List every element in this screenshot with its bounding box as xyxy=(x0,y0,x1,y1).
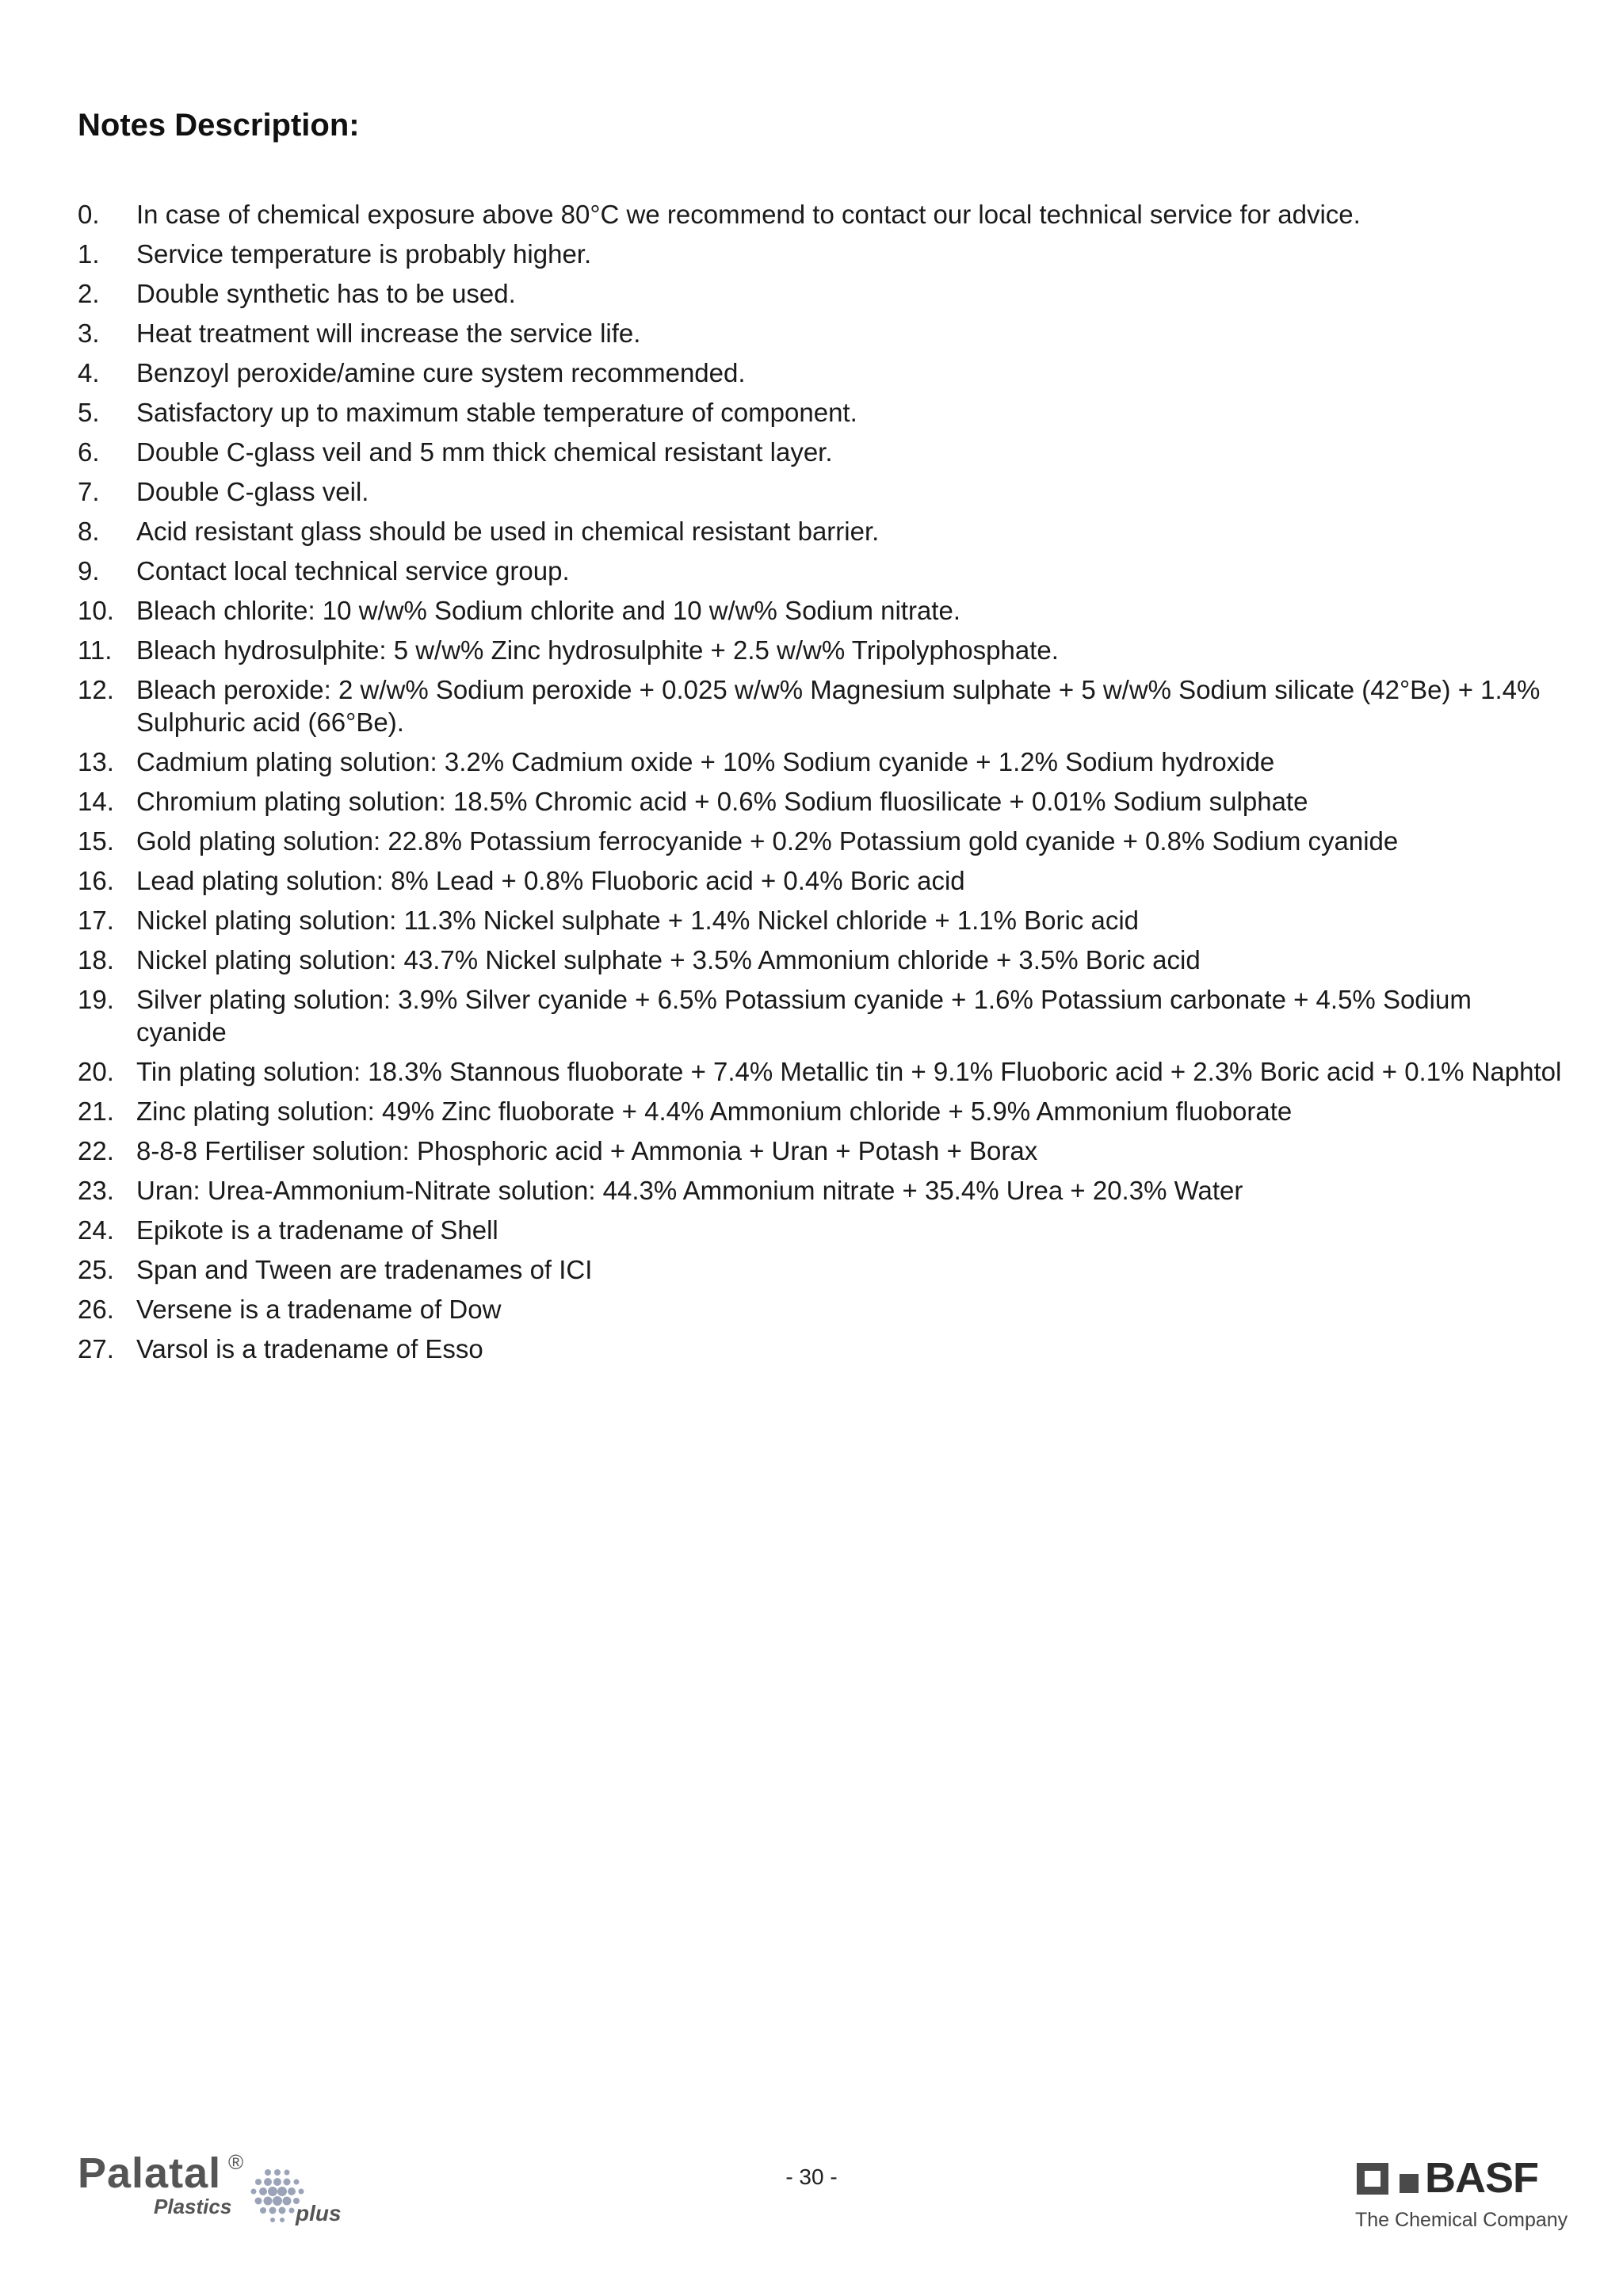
note-number: 27. xyxy=(78,1334,114,1363)
note-text: Nickel plating solution: 43.7% Nickel sulphate + 3.5% Ammonium chloride + 3.5% Boric acid xyxy=(136,945,1201,974)
note-number: 12. xyxy=(78,675,114,704)
note-number: 0. xyxy=(78,200,100,229)
note-item xyxy=(78,238,1568,270)
page-number: - 30 - xyxy=(785,2164,838,2189)
note-item xyxy=(78,198,1568,231)
note-number: 8. xyxy=(78,517,100,546)
palatal-logo-plastics: Plastics xyxy=(154,2195,232,2218)
note-item xyxy=(78,785,1568,818)
note-number: 25. xyxy=(78,1255,114,1284)
note-item xyxy=(78,555,1568,587)
note-item xyxy=(78,746,1568,778)
note-item xyxy=(78,983,1568,1048)
note-number: 2. xyxy=(78,279,100,308)
note-item xyxy=(78,436,1568,468)
note-text: Bleach peroxide: 2 w/w% Sodium peroxide + 0.025 w/w% Magnesium sulphate + 5 w/w% Sodium silicate (42°Be) + 1.4% Sulphuric acid (66°Be). xyxy=(136,675,1541,737)
note-text: Double synthetic has to be used. xyxy=(136,279,516,308)
note-number: 17. xyxy=(78,906,114,935)
note-text: Uran: Urea-Ammonium-Nitrate solution: 44.3% Ammonium nitrate + 35.4% Urea + 20.3% Water xyxy=(136,1176,1243,1205)
note-number: 23. xyxy=(78,1176,114,1205)
page-title: Notes Description: xyxy=(78,108,360,143)
note-text: Gold plating solution: 22.8% Potassium ferrocyanide + 0.2% Potassium gold cyanide + 0.8% Sodium cyanide xyxy=(136,826,1399,856)
note-text: In case of chemical exposure above 80°C we recommend to contact our local technical service for advice. xyxy=(136,200,1361,229)
notes-list xyxy=(78,198,1568,1372)
note-number: 9. xyxy=(78,556,100,585)
note-number: 26. xyxy=(78,1295,114,1324)
note-number: 13. xyxy=(78,747,114,776)
note-item xyxy=(78,1174,1568,1207)
palatal-logo xyxy=(78,2149,363,2236)
note-number: 10. xyxy=(78,596,114,625)
note-item xyxy=(78,1214,1568,1246)
note-number: 18. xyxy=(78,945,114,974)
note-number: 15. xyxy=(78,826,114,856)
basf-logo xyxy=(1347,2154,1568,2244)
note-item xyxy=(78,673,1568,738)
note-item xyxy=(78,1095,1568,1127)
basf-tagline: The Chemical Company xyxy=(1355,2209,1568,2231)
basf-logo-name: BASF xyxy=(1425,2154,1538,2202)
note-item xyxy=(78,904,1568,936)
note-item xyxy=(78,515,1568,547)
note-number: 7. xyxy=(78,477,100,506)
note-item xyxy=(78,1333,1568,1365)
note-text: Bleach chlorite: 10 w/w% Sodium chlorite and 10 w/w% Sodium nitrate. xyxy=(136,596,960,625)
note-number: 19. xyxy=(78,985,114,1014)
note-text: Nickel plating solution: 11.3% Nickel sulphate + 1.4% Nickel chloride + 1.1% Boric acid xyxy=(136,906,1140,935)
palatal-logo-plus: plus xyxy=(296,2201,342,2225)
note-text: Span and Tween are tradenames of ICI xyxy=(136,1255,593,1284)
note-number: 21. xyxy=(78,1097,114,1126)
note-text: Benzoyl peroxide/amine cure system recommended. xyxy=(136,358,746,387)
note-item xyxy=(78,475,1568,508)
note-text: Epikote is a tradename of Shell xyxy=(136,1215,498,1245)
note-item xyxy=(78,825,1568,857)
note-item xyxy=(78,1293,1568,1325)
note-number: 20. xyxy=(78,1057,114,1086)
note-text: Zinc plating solution: 49% Zinc fluoborate + 4.4% Ammonium chloride + 5.9% Ammonium fluoborate xyxy=(136,1097,1293,1126)
note-text: Chromium plating solution: 18.5% Chromic acid + 0.6% Sodium fluosilicate + 0.01% Sodium sulphate xyxy=(136,787,1308,816)
note-item xyxy=(78,317,1568,349)
note-item xyxy=(78,594,1568,627)
note-item xyxy=(78,277,1568,310)
note-item xyxy=(78,1055,1568,1088)
note-item xyxy=(78,944,1568,976)
note-text: Cadmium plating solution: 3.2% Cadmium oxide + 10% Sodium cyanide + 1.2% Sodium hydroxide xyxy=(136,747,1275,776)
note-number: 14. xyxy=(78,787,114,816)
note-text: 8-8-8 Fertiliser solution: Phosphoric acid + Ammonia + Uran + Potash + Borax xyxy=(136,1136,1038,1165)
note-item xyxy=(78,396,1568,429)
note-number: 11. xyxy=(78,635,113,665)
note-item xyxy=(78,357,1568,389)
basf-squares-icon xyxy=(1355,2161,1422,2196)
note-text: Satisfactory up to maximum stable temperature of component. xyxy=(136,398,857,427)
note-number: 1. xyxy=(78,239,100,269)
note-item xyxy=(78,1135,1568,1167)
note-text: Silver plating solution: 3.9% Silver cyanide + 6.5% Potassium cyanide + 1.6% Potassium carbonate + 4.5% Sodium cyanide xyxy=(136,985,1472,1047)
note-text: Contact local technical service group. xyxy=(136,556,570,585)
note-number: 5. xyxy=(78,398,100,427)
note-text: Heat treatment will increase the service life. xyxy=(136,318,641,348)
note-item xyxy=(78,864,1568,897)
note-number: 3. xyxy=(78,318,100,348)
note-number: 24. xyxy=(78,1215,114,1245)
note-number: 16. xyxy=(78,866,114,895)
note-text: Double C-glass veil and 5 mm thick chemical resistant layer. xyxy=(136,437,833,467)
note-text: Lead plating solution: 8% Lead + 0.8% Fluoboric acid + 0.4% Boric acid xyxy=(136,866,965,895)
note-text: Service temperature is probably higher. xyxy=(136,239,592,269)
note-text: Versene is a tradename of Dow xyxy=(136,1295,502,1324)
note-text: Varsol is a tradename of Esso xyxy=(136,1334,483,1363)
note-text: Acid resistant glass should be used in chemical resistant barrier. xyxy=(136,517,880,546)
note-text: Bleach hydrosulphite: 5 w/w% Zinc hydrosulphite + 2.5 w/w% Tripolyphosphate. xyxy=(136,635,1059,665)
registered-mark: ® xyxy=(228,2150,244,2174)
note-number: 22. xyxy=(78,1136,114,1165)
palatal-logo-name: Palatal xyxy=(78,2149,222,2197)
note-item xyxy=(78,1253,1568,1286)
note-text: Double C-glass veil. xyxy=(136,477,369,506)
note-number: 4. xyxy=(78,358,100,387)
note-number: 6. xyxy=(78,437,100,467)
note-item xyxy=(78,634,1568,666)
note-text: Tin plating solution: 18.3% Stannous fluoborate + 7.4% Metallic tin + 9.1% Fluoboric acid + 2.3% Boric acid + 0.1% Naphtol xyxy=(136,1057,1562,1086)
